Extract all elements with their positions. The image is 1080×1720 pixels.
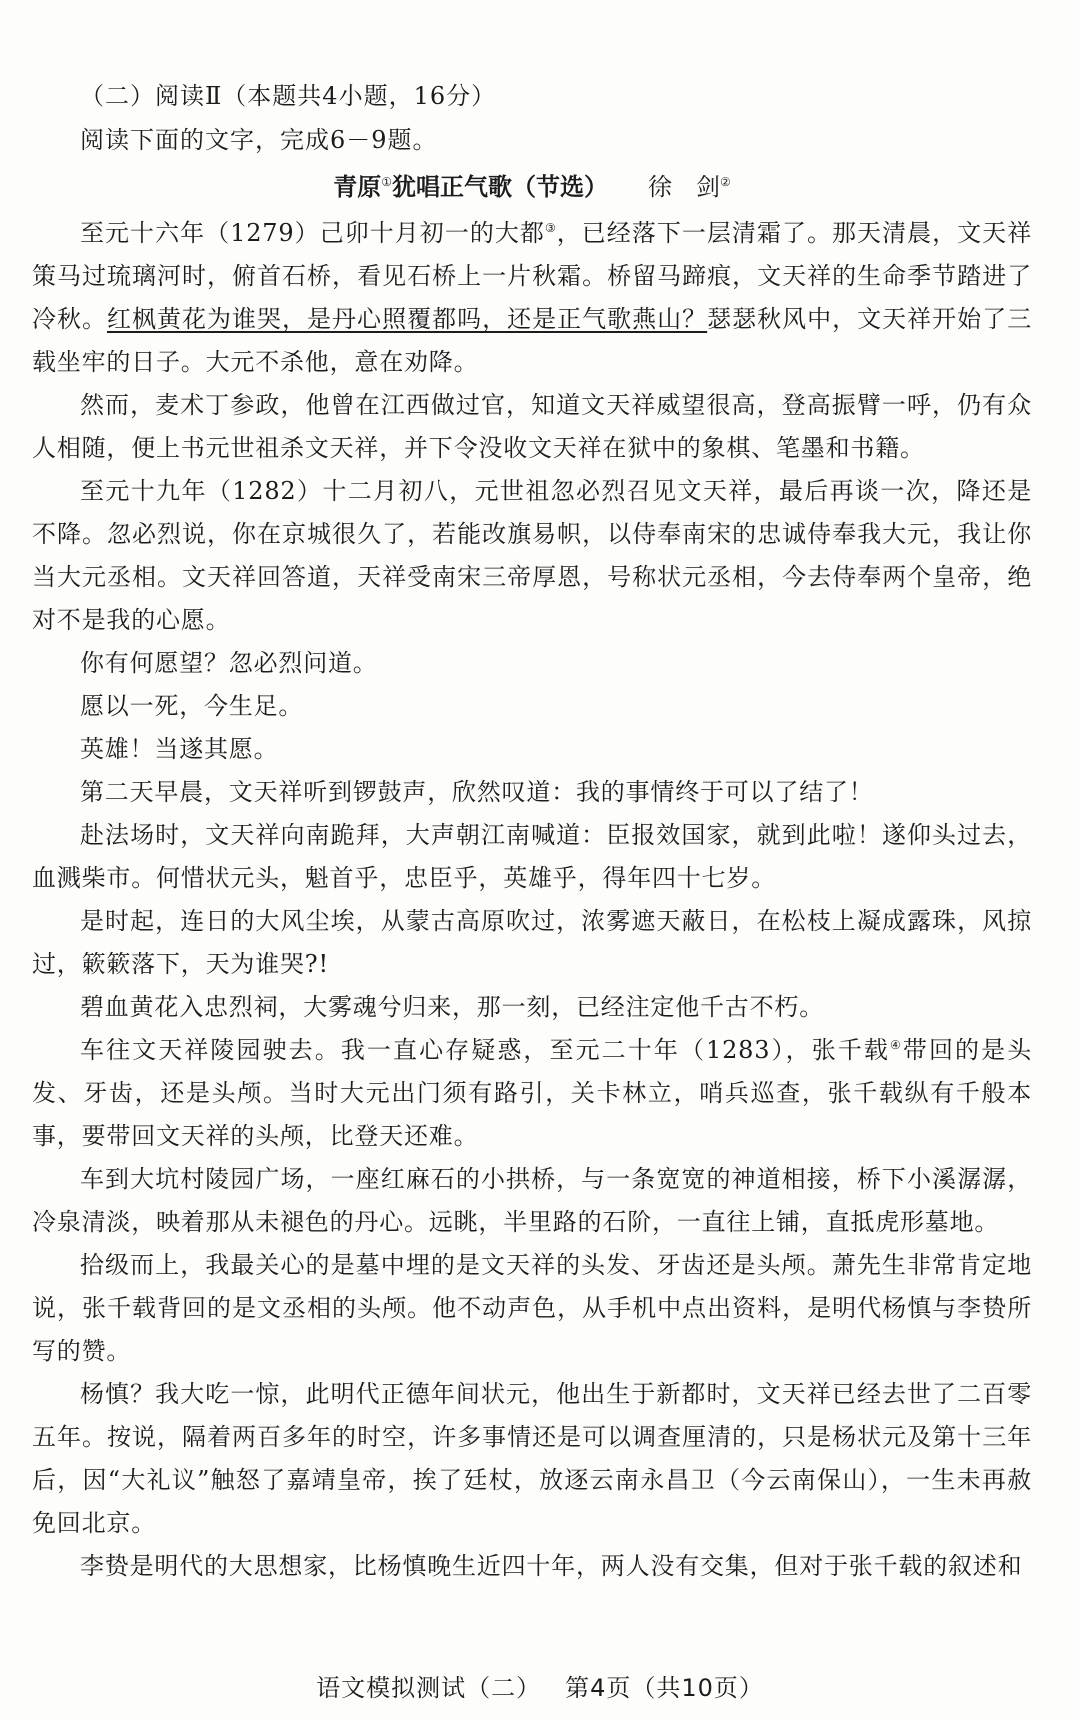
paragraph-text: ，已经落下一层清霜了。那天清晨，文天祥策马过琉璃河时，俯首石桥，看见石桥上一片秋霜。桥留马蹄痕，文天祥的生命季节踏进了冷秋。 <box>32 219 1033 333</box>
paragraph: 愿以一死，今生足。 <box>80 692 304 720</box>
paragraph: 赴法场时，文天祥向南跪拜，大声朝江南喊道：臣报效国家，就到此啦！遂仰头过去，血溅柴市。何惜状元头，魁首乎，忠臣乎，英雄乎，得年四十七岁。 <box>32 821 1032 892</box>
underlined-sentence: 红枫黄花为谁哭，是丹心照覆都吗，还是正气歌燕山？ <box>107 305 708 333</box>
paragraph: 然而，麦术丁参政，他曾在江西做过官，知道文天祥威望很高，登高振臂一呼，仍有众人相随，便上书元世祖杀文天祥，并下令没收文天祥在狱中的象棋、笔墨和书籍。 <box>32 391 1032 462</box>
paragraph <box>32 1029 1032 1158</box>
paragraph: 第二天早晨，文天祥听到锣鼓声，欣然叹道：我的事情终于可以了结了！ <box>80 778 874 806</box>
reading-section <box>32 74 1032 1588</box>
paragraph <box>32 212 1032 384</box>
instruction-text: 阅读下面的文字，完成6－9题。 <box>80 126 438 154</box>
author-name: 徐 剑 <box>648 173 720 201</box>
paragraph-text: 车往文天祥陵园驶去。我一直心存疑惑，至元二十年（1283），张千载 <box>80 1036 891 1064</box>
title-text-part2: 犹唱正气歌（节选） <box>392 173 608 201</box>
paragraph: 你有何愿望？忽必烈问道。 <box>80 649 378 677</box>
paragraph: 车到大坑村陵园广场，一座红麻石的小拱桥，与一条宽宽的神道相接，桥下小溪潺潺，冷泉清淡，映着那从未褪色的丹心。远眺，半里路的石阶，一直往上铺，直抵虎形墓地。 <box>32 1165 1032 1236</box>
title-text-part1: 青原 <box>333 173 382 201</box>
exam-name: 语文模拟测试（二） <box>316 1674 542 1702</box>
paragraph: 李贽是明代的大思想家，比杨慎晚生近四十年，两人没有交集，但对于张千载的叙述和 <box>80 1552 1023 1580</box>
footnote-marker-2: ② <box>720 175 731 189</box>
paragraph-text: 至元十六年（1279）己卯十月初一的大都 <box>80 219 545 247</box>
paragraph: 杨慎？我大吃一惊，此明代正德年间状元，他出生于新都时，文天祥已经去世了二百零五年。按说，隔着两百多年的时空，许多事情还是可以调查厘清的，只是杨状元及第十三年后，因“大礼议”触怒了嘉靖皇帝，挨了廷杖，放逐云南永昌卫（今云南保山），一生未再赦免回北京。 <box>32 1380 1032 1537</box>
section-heading: （二）阅读Ⅱ（本题共4小题，16分） <box>80 82 497 110</box>
page-number: 第4页（共10页） <box>565 1674 764 1702</box>
paragraph: 是时起，连日的大风尘埃，从蒙古高原吹过，浓雾遮天蔽日，在松枝上凝成露珠，风掠过，簌簌落下，天为谁哭?! <box>32 907 1032 978</box>
paragraph-text: 瑟瑟秋风中，文天祥开始了三载坐牢的日子。大元不杀他，意在劝降。 <box>32 305 1032 376</box>
footnote-marker-4: ④ <box>890 1038 903 1052</box>
paragraph-text: 带回的是头发、牙齿，还是头颅。当时大元出门须有路引，关卡林立，哨兵巡查，张千载纵有千般本事，要带回文天祥的头颅，比登天还难。 <box>32 1036 1032 1150</box>
paragraph: 英雄！当遂其愿。 <box>80 735 279 763</box>
footnote-marker-3: ③ <box>544 221 557 235</box>
footnote-marker-1: ① <box>381 175 392 189</box>
page-footer <box>0 1668 1080 1703</box>
paragraph: 至元十九年（1282）十二月初八，元世祖忽必烈召见文天祥，最后再谈一次，降还是不降。忽必烈说，你在京城很久了，若能改旗易帜，以侍奉南宋的忠诚侍奉我大元，我让你当大元丞相。文天祥回答道，天祥受南宋三帝厚恩，号称状元丞相，今去侍奉两个皇帝，绝对不是我的心愿。 <box>32 477 1032 634</box>
paragraph: 碧血黄花入忠烈祠，大雾魂兮归来，那一刻，已经注定他千古不朽。 <box>80 993 824 1021</box>
paragraph: 拾级而上，我最关心的是墓中埋的是文天祥的头发、牙齿还是头颅。萧先生非常肯定地说，张千载背回的是文丞相的头颅。他不动声色，从手机中点出资料，是明代杨慎与李贽所写的赞。 <box>32 1251 1032 1365</box>
article-title <box>32 162 1032 212</box>
